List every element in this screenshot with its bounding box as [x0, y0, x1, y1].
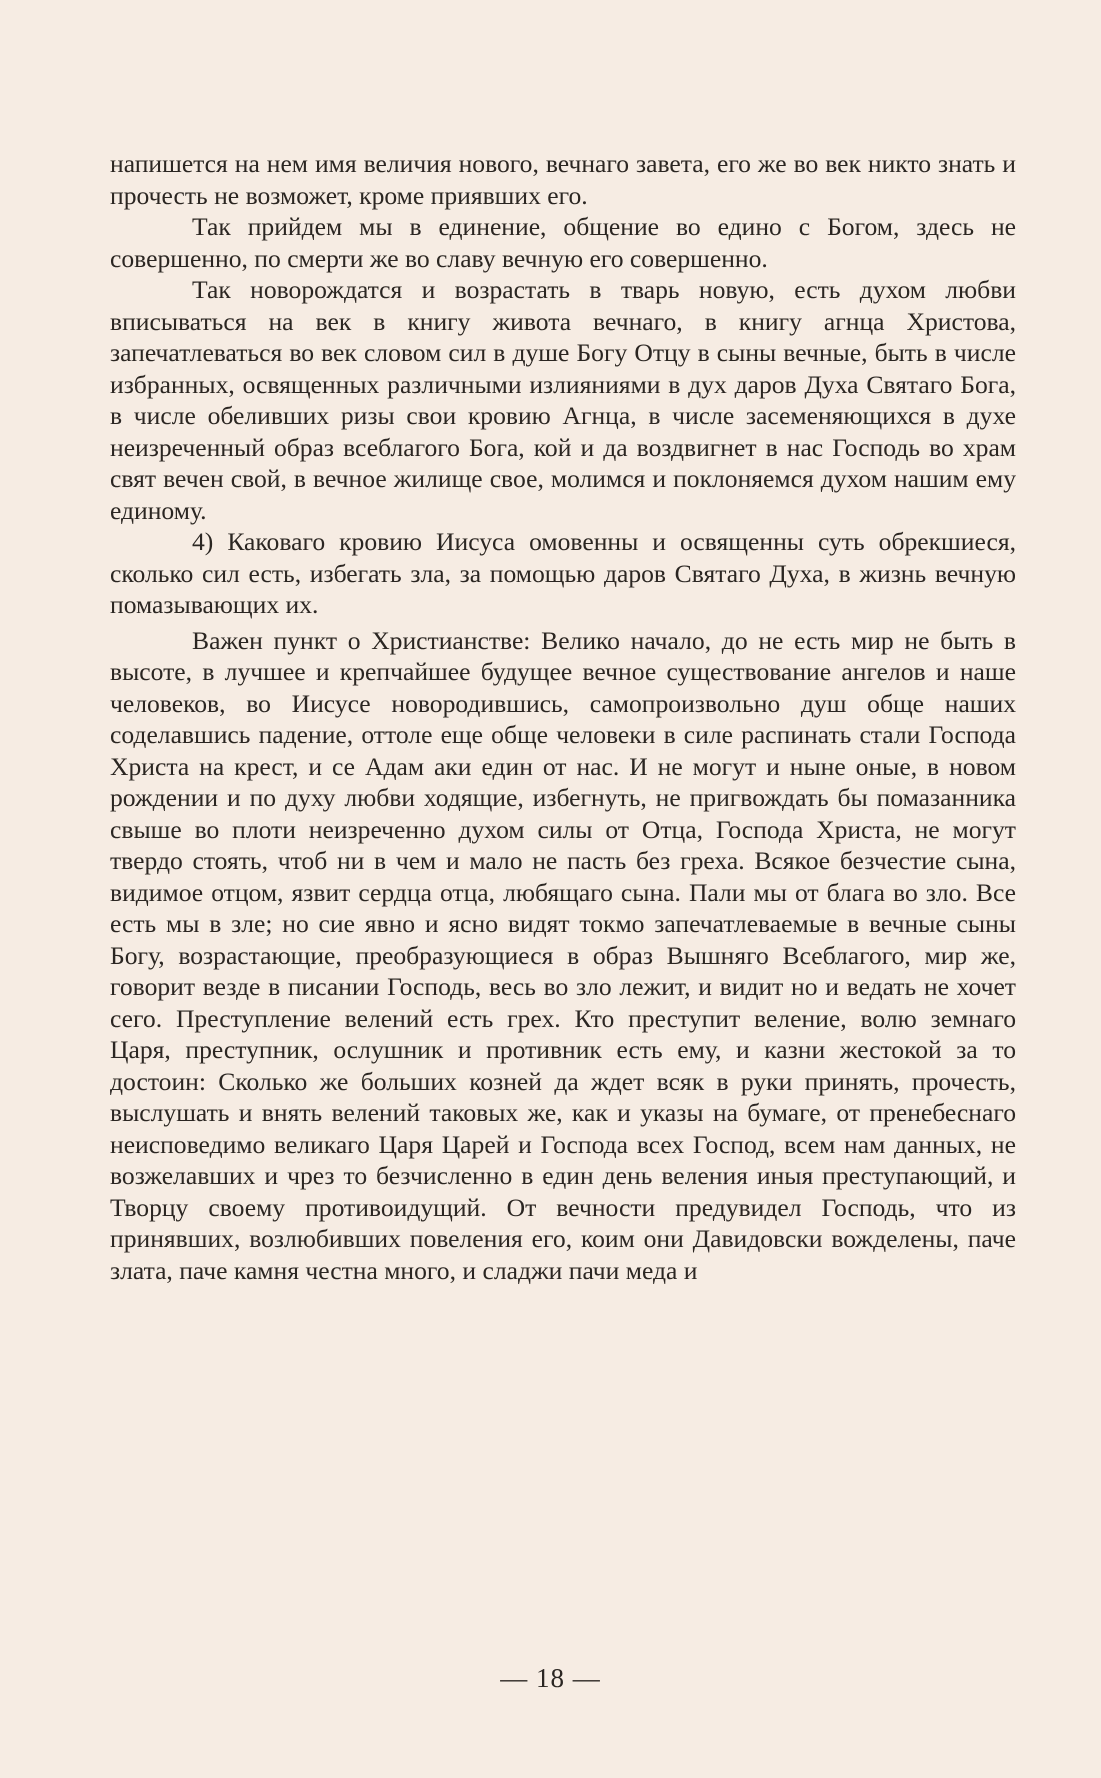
- paragraph-christianity: Важен пункт о Христианстве: Велико начало, до не есть мир не быть в высоте, в лучшее и крепчайшее будущее вечное существование ангелов и наше человеков, во Иисусе новородившись, самопроизвольно душ обще наших соделавшись падение, оттоле еще обще человеки в силе распинать стали Господа Христа на крест, и се Адам аки един от нас. И не могут и ныне оные, в новом рождении и по духу любви ходящие, избегнуть, не пригвождать бы помазанника свыше во плоти неизреченно духом силы от Отца, Господа Христа, не могут твердо стоять, чтоб ни в чем и мало не пасть без греха. Всякое безчестие сына, видимое отцом, язвит сердца отца, любящаго сына. Пали мы от блага во зло. Все есть мы в зле; но сие явно и ясно видят токмо запечатлеваемые в вечные сыны Богу, возрастающие, преобразующиеся в образ Вышняго Всеблагого, мир же, говорит везде в писании Господь, весь во зло лежит, и видит но и ведать не хочет сего. Преступление велений есть грех. Кто преступит веление, волю земнаго Царя, преступник, ослушник и противник есть ему, и казни жестокой за то достоин: Сколько же больших козней да ждет всяк в руки принять, прочесть, выслушать и внять велений таковых же, как и указы на бумаге, от пренебеснаго неисповедимо великаго Царя Царей и Господа всех Господ, всем нам данных, не возжелавших и чрез то безчисленно в един день веления иныя преступающий, и Творцу своему противоидущий. От вечности предувидел Господь, что из принявших, возлюбивших повеления его, коим они Давидовски вожделены, паче злата, паче камня честна много, и сладжи пачи меда и: [110, 625, 1016, 1285]
- page-number: — 18 —: [500, 1663, 601, 1693]
- paragraph-union-with-god: Так прийдем мы в единение, общение во едино с Богом, здесь не совершенно, по смерти же во славу вечную его совершенно.: [110, 212, 1016, 273]
- paragraph-continuation: напишется на нем имя величия нового, вечнаго завета, его же во век никто знать и прочесть не возможет, кроме приявших его.: [110, 149, 1016, 210]
- page-body: [110, 148, 1016, 1286]
- paragraph-new-creation: Так новорождатся и возрастать в тварь новую, есть духом любви вписываться на век в книгу живота вечнаго, в книгу агнца Христова, запечатлеваться во век словом сил в душе Богу Отцу в сыны вечные, быть в числе избранных, освященных различными излияниями в дух даров Духа Святаго Бога, в числе обеливших ризы свои кровию Агнца, в числе засеменяющихся в духе неизреченный образ всеблагого Бога, кой и да воздвигнет в нас Господь во храм свят вечен свой, в вечное жилище свое, молимся и поклоняемся духом нашим ему единому.: [110, 275, 1016, 525]
- paragraph-point-4: 4) Каковаго кровию Иисуса омовенны и освященны суть обрекшиеся, сколько сил есть, избегать зла, за помощью даров Святаго Духа, в жизнь вечную помазывающих их.: [110, 527, 1016, 619]
